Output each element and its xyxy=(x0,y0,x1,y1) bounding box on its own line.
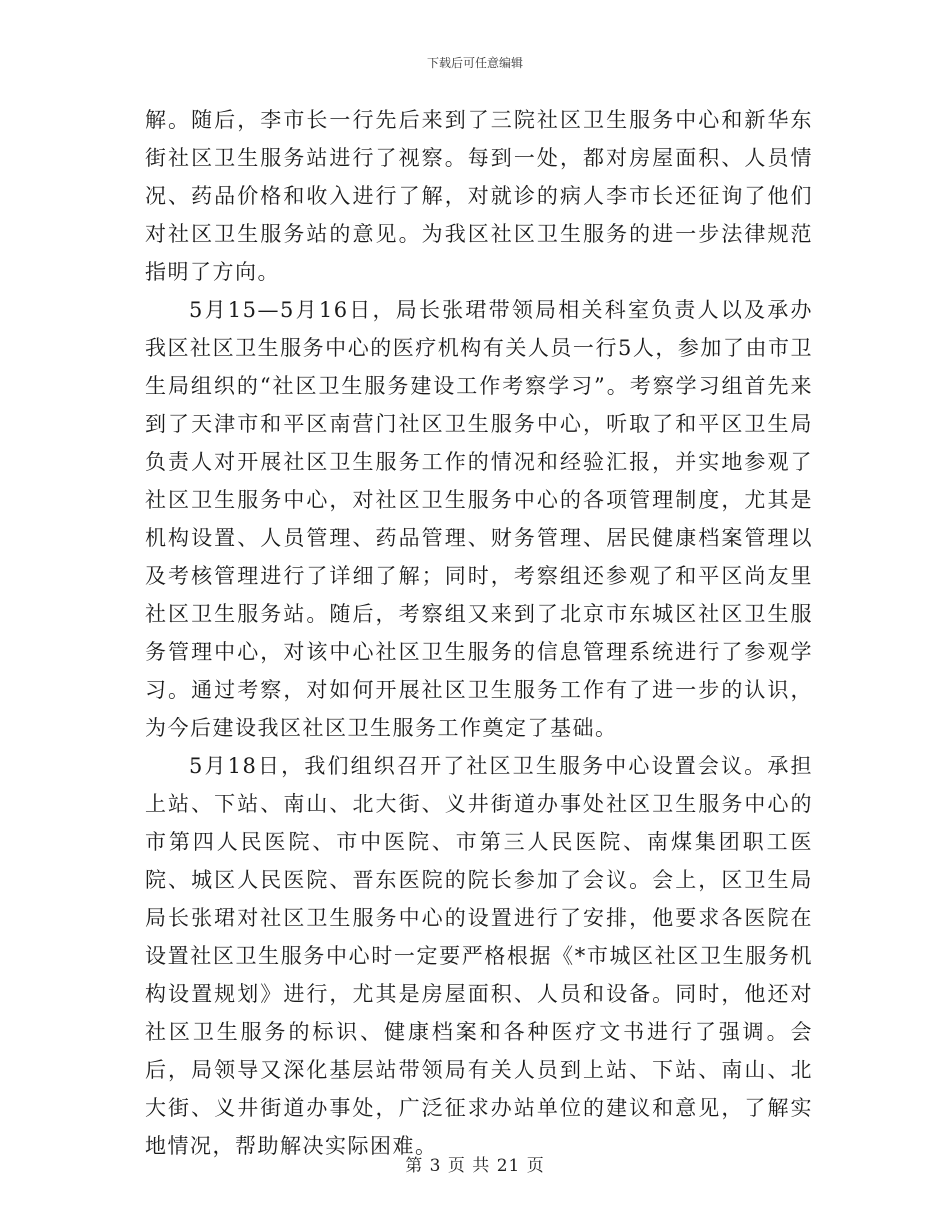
page-number: 第 3 页 共 21 页 xyxy=(405,1156,545,1176)
body-text xyxy=(145,101,813,1165)
paragraph-2: 5月15—5月16日，局长张珺带领局相关科室负责人以及承办我区社区卫生服务中心的医疗机构有关人员一行5人，参加了由市卫生局组织的“社区卫生服务建设工作考察学习”。考察学习组首先来到了天津市和平区南营门社区卫生服务中心，听取了和平区卫生局负责人对开展社区卫生服务工作的情况和经验汇报，并实地参观了社区卫生服务中心，对社区卫生服务中心的各项管理制度，尤其是机构设置、人员管理、药品管理、财务管理、居民健康档案管理以及考核管理进行了详细了解；同时，考察组还参观了和平区尚友里社区卫生服务站。随后，考察组又来到了北京市东城区社区卫生服务管理中心，对该中心社区卫生服务的信息管理系统进行了参观学习。通过考察，对如何开展社区卫生服务工作有了进一步的认识，为今后建设我区社区卫生服务工作奠定了基础。 xyxy=(145,298,813,740)
header-note: 下载后可任意编辑 xyxy=(426,56,523,70)
paragraph-1: 解。随后，李市长一行先后来到了三院社区卫生服务中心和新华东街社区卫生服务站进行了视察。每到一处，都对房屋面积、人员情况、药品价格和收入进行了解，对就诊的病人李市长还征询了他们对社区卫生服务站的意见。为我区社区卫生服务的进一步法律规范指明了方向。 xyxy=(145,108,813,284)
paragraph-3: 5月18日，我们组织召开了社区卫生服务中心设置会议。承担上站、下站、南山、北大街、义井街道办事处社区卫生服务中心的市第四人民医院、市中医院、市第三人民医院、南煤集团职工医院、城区人民医院、晋东医院的院长参加了会议。会上，区卫生局局长张珺对社区卫生服务中心的设置进行了安排，他要求各医院在设置社区卫生服务中心时一定要严格根据《*市城区社区卫生服务机构设置规划》进行，尤其是房屋面积、人员和设备。同时，他还对社区卫生服务的标识、健康档案和各种医疗文书进行了强调。会后，局领导又深化基层站带领局有关人员到上站、下站、南山、北大街、义井街道办事处，广泛征求办站单位的建议和意见，了解实地情况，帮助解决实际困难。 xyxy=(145,754,813,1158)
